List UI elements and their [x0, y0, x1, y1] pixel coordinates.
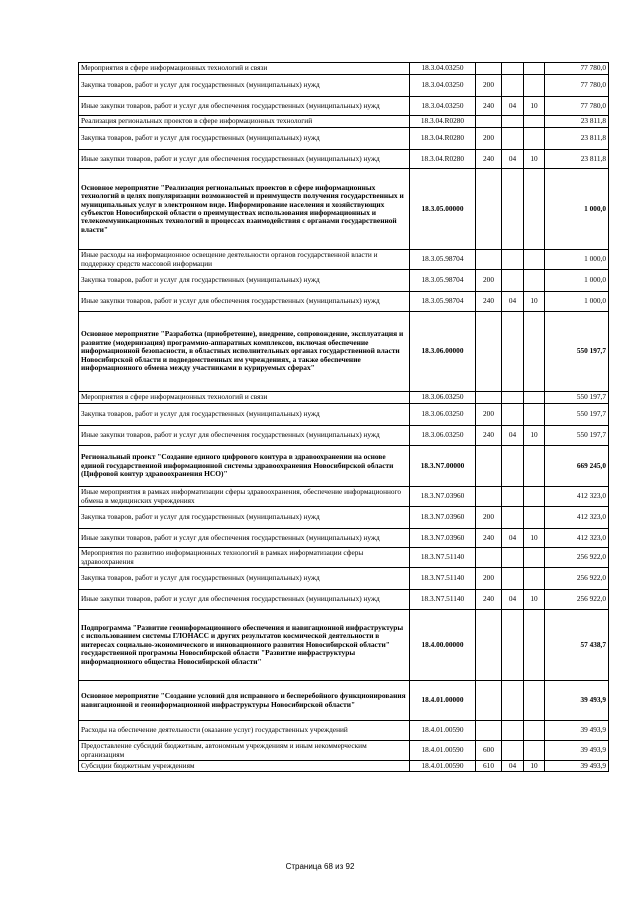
row-subsection — [524, 446, 545, 487]
row-amount: 412 323,0 — [545, 507, 609, 529]
row-expense-type: 240 — [476, 150, 502, 169]
row-expense-type: 240 — [476, 529, 502, 548]
row-code: 18.4.01.00000 — [410, 681, 476, 721]
row-code: 18.4.00.00000 — [410, 610, 476, 681]
row-section — [502, 250, 524, 270]
row-subsection — [524, 270, 545, 292]
row-section — [502, 116, 524, 128]
table-row — [79, 404, 609, 426]
row-subsection — [524, 681, 545, 721]
row-expense-type — [476, 312, 502, 392]
row-name: Мероприятия по развитию информационных технологий в рамках информатизации сферы здравоохранения — [79, 548, 410, 568]
row-amount: 77 780,0 — [545, 63, 609, 75]
table-row — [79, 169, 609, 250]
row-subsection — [524, 75, 545, 97]
row-code: 18.3.06.03250 — [410, 426, 476, 446]
table-row — [79, 75, 609, 97]
table-body — [79, 63, 609, 772]
row-subsection — [524, 116, 545, 128]
row-code: 18.3.N7.03960 — [410, 487, 476, 507]
row-expense-type: 240 — [476, 590, 502, 610]
table-row — [79, 721, 609, 741]
row-subsection — [524, 404, 545, 426]
row-section — [502, 721, 524, 741]
table-row — [79, 312, 609, 392]
table-row — [79, 681, 609, 721]
row-expense-type: 240 — [476, 97, 502, 116]
row-code: 18.3.06.03250 — [410, 404, 476, 426]
row-section — [502, 741, 524, 761]
row-subsection: 10 — [524, 97, 545, 116]
row-name: Иные закупки товаров, работ и услуг для обеспечения государственных (муниципальных) нужд — [79, 529, 410, 548]
row-amount: 1 000,0 — [545, 292, 609, 312]
row-subsection — [524, 507, 545, 529]
table-row — [79, 487, 609, 507]
table-row — [79, 761, 609, 772]
row-section — [502, 169, 524, 250]
row-subsection: 10 — [524, 529, 545, 548]
row-expense-type: 240 — [476, 426, 502, 446]
row-section — [502, 446, 524, 487]
row-section — [502, 312, 524, 392]
row-code: 18.3.05.98704 — [410, 292, 476, 312]
row-section — [502, 568, 524, 590]
row-code: 18.3.06.00000 — [410, 312, 476, 392]
row-expense-type — [476, 610, 502, 681]
table-row — [79, 610, 609, 681]
row-expense-type — [476, 721, 502, 741]
row-expense-type — [476, 681, 502, 721]
row-code: 18.3.N7.51140 — [410, 568, 476, 590]
row-expense-type: 200 — [476, 568, 502, 590]
table-row — [79, 250, 609, 270]
row-amount: 39 493,9 — [545, 681, 609, 721]
row-expense-type: 240 — [476, 292, 502, 312]
row-name: Иные закупки товаров, работ и услуг для обеспечения государственных (муниципальных) нужд — [79, 97, 410, 116]
row-name: Закупка товаров, работ и услуг для государственных (муниципальных) нужд — [79, 75, 410, 97]
row-code: 18.4.01.00590 — [410, 761, 476, 772]
table-row — [79, 548, 609, 568]
row-subsection — [524, 250, 545, 270]
row-amount: 77 780,0 — [545, 75, 609, 97]
row-subsection: 10 — [524, 426, 545, 446]
budget-table — [78, 62, 609, 772]
row-subsection — [524, 610, 545, 681]
row-code: 18.4.01.00590 — [410, 741, 476, 761]
table-row — [79, 426, 609, 446]
row-code: 18.3.04.R0280 — [410, 150, 476, 169]
row-code: 18.3.04.03250 — [410, 97, 476, 116]
row-name: Субсидии бюджетным учреждениям — [79, 761, 410, 772]
row-amount: 57 438,7 — [545, 610, 609, 681]
row-name: Иные мероприятия в рамках информатизации сферы здравоохранения, обеспечение информационного обмена в медицинских учреждениях — [79, 487, 410, 507]
row-expense-type — [476, 63, 502, 75]
row-subsection — [524, 128, 545, 150]
row-name: Закупка товаров, работ и услуг для государственных (муниципальных) нужд — [79, 270, 410, 292]
row-code: 18.3.04.03250 — [410, 63, 476, 75]
table-row — [79, 590, 609, 610]
table-row — [79, 568, 609, 590]
row-subsection — [524, 63, 545, 75]
row-amount: 39 493,9 — [545, 721, 609, 741]
table-row — [79, 116, 609, 128]
row-subsection — [524, 487, 545, 507]
row-section — [502, 63, 524, 75]
row-code: 18.3.05.98704 — [410, 270, 476, 292]
row-code: 18.3.06.03250 — [410, 392, 476, 404]
row-subsection: 10 — [524, 150, 545, 169]
row-expense-type — [476, 250, 502, 270]
row-section — [502, 507, 524, 529]
row-code: 18.4.01.00590 — [410, 721, 476, 741]
row-name: Подпрограмма "Развитие геоинформационного обеспечения и навигационной инфраструктуры с использованием системы ГЛОНАСС и других результатов космической деятельности в интересах социально-экономического и инновационного развития Новосибирской области" государственной программы Новосибирской области "Развитие инфраструктуры информационного общества Новосибирской области" — [79, 610, 410, 681]
row-amount: 256 922,0 — [545, 590, 609, 610]
table-row — [79, 150, 609, 169]
row-code: 18.3.N7.51140 — [410, 548, 476, 568]
row-section — [502, 404, 524, 426]
page-number: Страница 68 из 92 — [285, 862, 355, 871]
row-amount: 550 197,7 — [545, 392, 609, 404]
table-row — [79, 128, 609, 150]
row-name: Иные закупки товаров, работ и услуг для обеспечения государственных (муниципальных) нужд — [79, 590, 410, 610]
table-row — [79, 63, 609, 75]
row-section: 04 — [502, 292, 524, 312]
row-expense-type — [476, 446, 502, 487]
row-section: 04 — [502, 426, 524, 446]
row-expense-type: 200 — [476, 75, 502, 97]
row-code: 18.3.05.98704 — [410, 250, 476, 270]
row-name: Основное мероприятие "Реализация региональных проектов в сфере информационных технологий в целях популяризации возможностей и преимуществ получения государственных и муниципальных услуг в электронном виде. Информирование населения и хозяйствующих субъектов Новосибирской области о преимуществах использования информационных и телекоммуникационных технологий в процессах взаимодействия с органами государственной власти" — [79, 169, 410, 250]
row-section — [502, 75, 524, 97]
row-expense-type: 200 — [476, 270, 502, 292]
row-expense-type: 610 — [476, 761, 502, 772]
row-amount: 256 922,0 — [545, 568, 609, 590]
row-amount: 1 000,0 — [545, 250, 609, 270]
row-amount: 77 780,0 — [545, 97, 609, 116]
row-amount: 23 811,8 — [545, 150, 609, 169]
row-name: Расходы на обеспечение деятельности (оказание услуг) государственных учреждений — [79, 721, 410, 741]
table-row — [79, 292, 609, 312]
table-row — [79, 529, 609, 548]
page-footer — [0, 862, 640, 871]
row-name: Региональный проект "Создание единого цифрового контура в здравоохранении на основе единой государственной информационной системы здравоохранения Новосибирской области (Цифровой контур здравоохранения НСО)" — [79, 446, 410, 487]
row-subsection — [524, 312, 545, 392]
row-name: Иные расходы на информационное освещение деятельности органов государственной власти и поддержку средств массовой информации — [79, 250, 410, 270]
row-code: 18.3.04.R0280 — [410, 128, 476, 150]
row-amount: 39 493,9 — [545, 741, 609, 761]
row-amount: 550 197,7 — [545, 426, 609, 446]
row-expense-type: 200 — [476, 507, 502, 529]
row-section — [502, 548, 524, 568]
row-name: Закупка товаров, работ и услуг для государственных (муниципальных) нужд — [79, 568, 410, 590]
row-code: 18.3.05.00000 — [410, 169, 476, 250]
row-subsection — [524, 392, 545, 404]
row-amount: 23 811,8 — [545, 128, 609, 150]
row-amount: 550 197,7 — [545, 312, 609, 392]
row-section — [502, 610, 524, 681]
row-amount: 1 000,0 — [545, 270, 609, 292]
row-amount: 550 197,7 — [545, 404, 609, 426]
row-section — [502, 487, 524, 507]
row-subsection — [524, 741, 545, 761]
row-section — [502, 681, 524, 721]
row-section — [502, 270, 524, 292]
row-section — [502, 128, 524, 150]
row-amount: 412 323,0 — [545, 487, 609, 507]
row-name: Мероприятия в сфере информационных технологий и связи — [79, 392, 410, 404]
row-code: 18.3.04.03250 — [410, 75, 476, 97]
row-code: 18.3.N7.51140 — [410, 590, 476, 610]
table-row — [79, 446, 609, 487]
row-expense-type — [476, 392, 502, 404]
row-subsection — [524, 568, 545, 590]
row-section — [502, 392, 524, 404]
row-subsection: 10 — [524, 292, 545, 312]
row-name: Иные закупки товаров, работ и услуг для обеспечения государственных (муниципальных) нужд — [79, 150, 410, 169]
row-amount: 669 245,0 — [545, 446, 609, 487]
row-name: Основное мероприятие "Разработка (приобретение), внедрение, сопровождение, эксплуатация и развитие (модернизация) программно-аппаратных комплексов, включая обеспечение информационной безопасности, в областных исполнительных органах государственной власти Новосибирской области и подведомственных им учреждениях, а также обеспечение информационного обмена между участниками в курируемых сферах" — [79, 312, 410, 392]
row-subsection — [524, 548, 545, 568]
row-section: 04 — [502, 529, 524, 548]
row-section: 04 — [502, 761, 524, 772]
row-name: Реализация региональных проектов в сфере информационных технологий — [79, 116, 410, 128]
table-row — [79, 97, 609, 116]
row-name: Закупка товаров, работ и услуг для государственных (муниципальных) нужд — [79, 507, 410, 529]
row-section: 04 — [502, 97, 524, 116]
row-subsection — [524, 721, 545, 741]
row-amount: 256 922,0 — [545, 548, 609, 568]
row-code: 18.3.04.R0280 — [410, 116, 476, 128]
row-amount: 39 493,9 — [545, 761, 609, 772]
row-subsection — [524, 169, 545, 250]
table-row — [79, 741, 609, 761]
row-name: Закупка товаров, работ и услуг для государственных (муниципальных) нужд — [79, 404, 410, 426]
row-name: Предоставление субсидий бюджетным, автономным учреждениям и иным некоммерческим организациям — [79, 741, 410, 761]
row-amount: 412 323,0 — [545, 529, 609, 548]
row-expense-type — [476, 487, 502, 507]
row-section: 04 — [502, 590, 524, 610]
row-code: 18.3.N7.00000 — [410, 446, 476, 487]
row-expense-type — [476, 169, 502, 250]
row-expense-type — [476, 548, 502, 568]
row-code: 18.3.N7.03960 — [410, 529, 476, 548]
row-name: Иные закупки товаров, работ и услуг для обеспечения государственных (муниципальных) нужд — [79, 426, 410, 446]
row-name: Мероприятия в сфере информационных технологий и связи — [79, 63, 410, 75]
row-code: 18.3.N7.03960 — [410, 507, 476, 529]
row-expense-type — [476, 116, 502, 128]
table-row — [79, 507, 609, 529]
row-amount: 23 811,8 — [545, 116, 609, 128]
table-row — [79, 270, 609, 292]
row-expense-type: 200 — [476, 128, 502, 150]
row-expense-type: 200 — [476, 404, 502, 426]
table-row — [79, 392, 609, 404]
row-subsection: 10 — [524, 590, 545, 610]
row-amount: 1 000,0 — [545, 169, 609, 250]
row-section: 04 — [502, 150, 524, 169]
row-name: Иные закупки товаров, работ и услуг для обеспечения государственных (муниципальных) нужд — [79, 292, 410, 312]
row-expense-type: 600 — [476, 741, 502, 761]
row-subsection: 10 — [524, 761, 545, 772]
row-name: Закупка товаров, работ и услуг для государственных (муниципальных) нужд — [79, 128, 410, 150]
row-name: Основное мероприятие "Создание условий для исправного и бесперебойного функционирования навигационной и геоинформационной инфраструктуры Новосибирской области" — [79, 681, 410, 721]
